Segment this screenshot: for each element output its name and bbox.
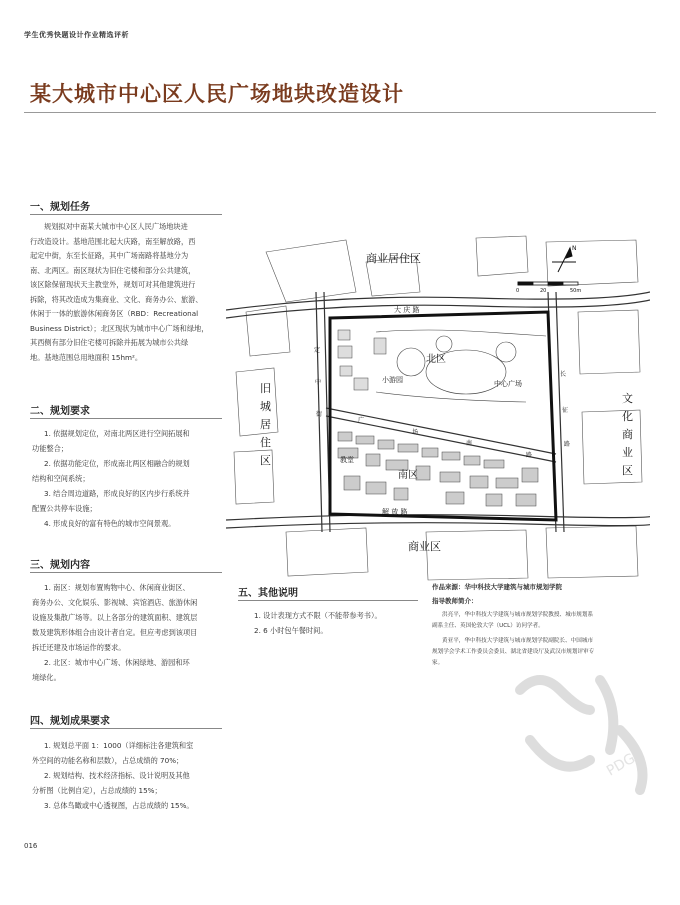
section-heading-3: 三、规划内容 <box>30 560 90 571</box>
s4-line: 分析图（比例自定），占总成绩的 15%； <box>32 786 162 795</box>
s1-line: 其西侧有部分旧住宅楼可拆除并拓展为城市公共绿 <box>30 338 189 347</box>
label-north-zone: 北区 <box>426 354 446 365</box>
s3-line: 设施及集散广场等。以上各部分的建筑面积、建筑层 <box>32 613 198 622</box>
credits-source: 作品来源：华中科技大学建筑与城市规划学院 <box>432 583 562 591</box>
label-commercial-south: 商业区 <box>408 540 441 553</box>
north-zone-park <box>376 330 546 402</box>
scale-label: 20 <box>540 288 547 294</box>
s5-line: 1. 设计表现方式不限（不能带参考书）。 <box>254 611 382 620</box>
s4-line: 1. 规划总平面 1：1000（详细标注各建筑和室 <box>44 741 194 750</box>
label-char: 场 <box>412 429 419 436</box>
label-char: 街 <box>316 411 323 418</box>
s4-line: 外空间的功能名称和层数），占总成绩的 70%； <box>32 756 184 765</box>
section-heading-4: 四、规划成果要求 <box>30 716 110 727</box>
label-char: 文 <box>622 392 633 405</box>
section-divider-3 <box>30 572 222 573</box>
label-char: 广 <box>358 417 365 424</box>
label-char: 城 <box>260 400 271 413</box>
south-zone-buildings <box>338 432 538 506</box>
s5-line: 2. 6 小时包午餐时间。 <box>254 626 328 635</box>
credits-line: 黄亚平，华中科技大学建筑与城市规划学院副院长、中国城市 <box>442 638 594 644</box>
s3-line: 商务办公、文化娱乐、影视城、宾馆酒店、旅游休闲 <box>32 598 198 607</box>
s1-line: 行改造设计。基地范围北起大庆路，南至解放路，西 <box>30 236 196 246</box>
section-body-1 <box>30 220 226 365</box>
scale-label: 0 <box>516 288 520 294</box>
credits-line: 规划学会学术工作委员会委员、湖北省建设厅及武汉市规划评审专 <box>432 649 595 655</box>
s1-line: 规划拟对中南某大城市中心区人民广场地块进 <box>44 222 188 231</box>
s3-line: 拆迁还建及市场运作的要求。 <box>32 643 126 652</box>
scale-labels <box>516 288 581 294</box>
label-char: 业 <box>622 446 633 459</box>
s2-line: 结构和空间系统； <box>32 474 90 483</box>
label-char: 征 <box>562 407 569 414</box>
s2-line: 2. 依据功能定位，形成南北两区相融合的规划 <box>44 459 190 468</box>
section-divider-2 <box>30 418 222 419</box>
scale-bar <box>518 282 578 285</box>
label-jiefang-road: 解 放 路 <box>382 508 408 516</box>
label-char: 路 <box>564 441 571 448</box>
watermark-seal <box>500 650 670 800</box>
s3-line: 2. 北区：城市中心广场、休闲绿地、游园和环 <box>44 658 190 667</box>
north-label: N <box>572 245 577 252</box>
label-cultural-commercial <box>622 392 633 477</box>
section-heading-2: 二、规划要求 <box>30 406 90 417</box>
page-number: 016 <box>24 842 38 850</box>
credits-line: 副系主任、英国伦敦大学（UCL）访问学者。 <box>432 623 544 629</box>
label-char: 区 <box>260 454 271 467</box>
s1-line: 该区除保留现状天主教堂外，规划可对其他建筑进行 <box>30 280 196 289</box>
s3-line: 境绿化。 <box>32 673 61 682</box>
section-body-2 <box>32 426 230 531</box>
label-char: 南 <box>466 440 473 447</box>
label-central-plaza: 中心广场 <box>494 380 522 388</box>
s1-line: 地。基地范围总用地面积 15hm²。 <box>30 352 143 362</box>
label-char: 化 <box>622 410 633 423</box>
label-commercial-residential: 商业居住区 <box>366 252 421 265</box>
s2-line: 1. 依据规划定位，对南北两区进行空间拓展和 <box>44 429 190 438</box>
label-old-residential <box>260 381 271 467</box>
label-garden: 小游园 <box>382 376 403 384</box>
label-char: 住 <box>260 436 271 449</box>
label-changzheng-road <box>560 371 570 448</box>
section-divider-4 <box>30 728 222 729</box>
section-heading-1: 一、规划任务 <box>30 202 90 213</box>
label-char: 居 <box>260 418 271 431</box>
credits-line: 家。 <box>432 660 444 666</box>
s2-line: 功能整合； <box>32 444 68 453</box>
label-char: 区 <box>622 464 633 477</box>
scale-label: 50m <box>570 288 582 294</box>
s1-line: 南、北两区。南区现状为旧住宅楼和部分公共建筑， <box>30 265 196 275</box>
s1-line: 拆除，将其改造成为集商业、文化、商务办公、旅游、 <box>30 294 203 304</box>
s3-line: 1. 南区：规划布置购物中心、休闲商业街区、 <box>44 583 190 592</box>
s2-line: 4. 形成良好的富有特色的城市空间景观。 <box>44 519 176 528</box>
s2-line: 配置公共停车设施； <box>32 504 97 513</box>
s4-line: 3. 总体鸟瞰或中心透视图，占总成绩的 15%。 <box>44 801 194 810</box>
label-char: 中 <box>315 379 322 386</box>
s3-line: 数及建筑形体组合由设计者自定。但应考虑到该项目 <box>32 628 198 637</box>
section-heading-5: 五、其他说明 <box>238 588 298 599</box>
header-tag: 学生优秀快题设计作业精选评析 <box>24 31 129 39</box>
section-divider-1 <box>30 214 222 215</box>
site-plan-map <box>226 232 650 582</box>
section-body-3 <box>32 580 230 685</box>
s4-line: 2. 规划结构、技术经济指标、设计说明及其他 <box>44 771 190 780</box>
label-char: 商 <box>622 428 633 441</box>
label-char: 长 <box>560 371 567 378</box>
label-daqing-road: 大 庆 路 <box>394 306 420 314</box>
label-south-zone: 南区 <box>398 470 418 481</box>
s1-line: 起定中街，东至长征路，其中广场南路将基地分为 <box>30 251 189 260</box>
label-char: 路 <box>526 452 533 459</box>
title-divider <box>24 112 656 113</box>
north-zone-buildings <box>338 330 386 390</box>
credits-line: 洪亮平，华中科技大学建筑与城市规划学院教授、城市规划系 <box>442 612 594 618</box>
section-body-4 <box>32 738 230 813</box>
label-church: 教堂 <box>340 456 354 464</box>
s2-line: 3. 结合周边道路，形成良好的区内步行系统并 <box>44 489 190 498</box>
credits-advisor-title: 指导教师简介： <box>432 597 478 605</box>
label-char: 旧 <box>260 382 271 395</box>
watermark-text: PDG <box>604 750 639 780</box>
s1-line: 休闲于一体的旅游休闲商务区（RBD：Recreational <box>30 309 199 318</box>
s1-line: Business District）；北区现状为城市中心广场和绿地， <box>30 323 209 333</box>
page-title: 某大城市中心区人民广场地块改造设计 <box>30 82 404 106</box>
label-char: 定 <box>314 347 321 354</box>
section-divider-5 <box>238 600 418 601</box>
section-body-5 <box>254 608 424 638</box>
